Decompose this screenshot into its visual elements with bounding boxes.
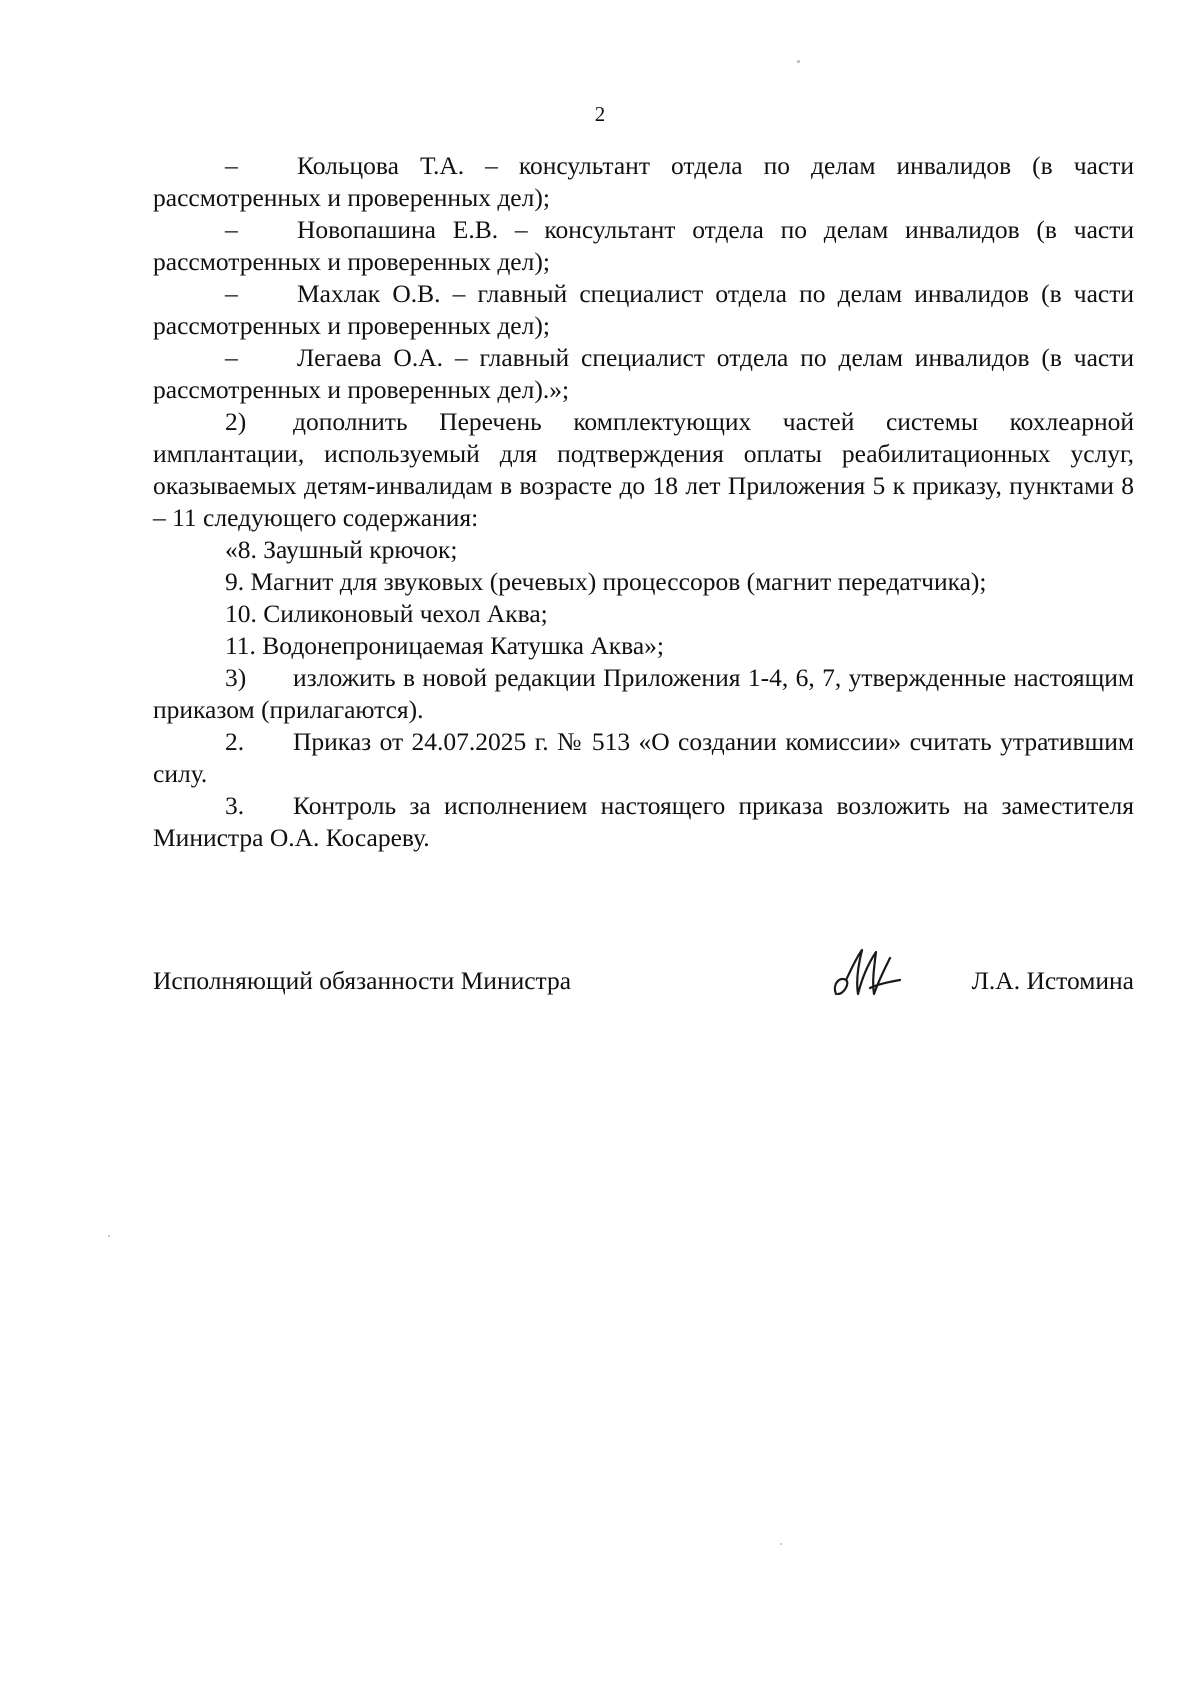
point-2 xyxy=(153,726,1134,790)
point-number: 2. xyxy=(225,727,245,756)
sub-item-text: дополнить Перечень комплектующих частей системы кохлеарной имплантации, используемый для подтверждения оплаты реабилитационных услуг, оказываемых детям-инвалидам в возрасте до 18 лет Приложения 5 к приказу, пунктами 8 – 11 следующего содержания: xyxy=(153,407,1134,532)
scan-speck xyxy=(797,60,800,63)
member-text: Легаева О.А. – главный специалист отдела по делам инвалидов (в части рассмотренных и проверенных дел).»; xyxy=(153,343,1134,404)
sub-item-2 xyxy=(153,406,1134,534)
scan-speck xyxy=(108,1235,110,1237)
member-text: Кольцова Т.А. – консультант отдела по делам инвалидов (в части рассмотренных и проверенных дел); xyxy=(153,151,1134,212)
sub-item-text: изложить в новой редакции Приложения 1-4, 6, 7, утвержденные настоящим приказом (прилагаются). xyxy=(153,663,1134,724)
list-dash: – xyxy=(225,343,238,372)
handwritten-signature xyxy=(830,936,904,1012)
member-text: Махлак О.В. – главный специалист отдела по делам инвалидов (в части рассмотренных и проверенных дел); xyxy=(153,279,1134,340)
signature-block xyxy=(153,952,1134,1012)
list-dash: – xyxy=(225,279,238,308)
member-koltsova xyxy=(153,150,1134,214)
sub-item-number: 3) xyxy=(225,663,247,692)
member-legaeva xyxy=(153,342,1134,406)
list-dash: – xyxy=(225,151,238,180)
page-number: 2 xyxy=(594,102,606,126)
list-dash: – xyxy=(225,215,238,244)
point-number: 3. xyxy=(225,791,245,820)
sub-item-number: 2) xyxy=(225,407,247,436)
member-novopashina xyxy=(153,214,1134,278)
scan-speck xyxy=(780,1543,782,1545)
signer-name: Л.А. Истомина xyxy=(971,966,1134,995)
sub-item-3 xyxy=(153,662,1134,726)
signer-title: Исполняющий обязанности Министра xyxy=(153,966,572,995)
point-text: Приказ от 24.07.2025 г. № 513 «О создании комиссии» считать утратившим силу. xyxy=(153,727,1134,788)
point-3 xyxy=(153,790,1134,854)
new-item-10: 10. Силиконовый чехол Аква; xyxy=(225,599,548,628)
new-item-8: «8. Заушный крючок; xyxy=(225,535,458,564)
new-item-9: 9. Магнит для звуковых (речевых) процессоров (магнит передатчика); xyxy=(225,567,987,596)
point-text: Контроль за исполнением настоящего приказа возложить на заместителя Министра О.А. Косареву. xyxy=(153,791,1134,852)
member-makhlak xyxy=(153,278,1134,342)
member-text: Новопашина Е.В. – консультант отдела по делам инвалидов (в части рассмотренных и проверенных дел); xyxy=(153,215,1134,276)
new-item-11: 11. Водонепроницаемая Катушка Аква»; xyxy=(225,631,665,660)
document-body xyxy=(153,150,1134,854)
